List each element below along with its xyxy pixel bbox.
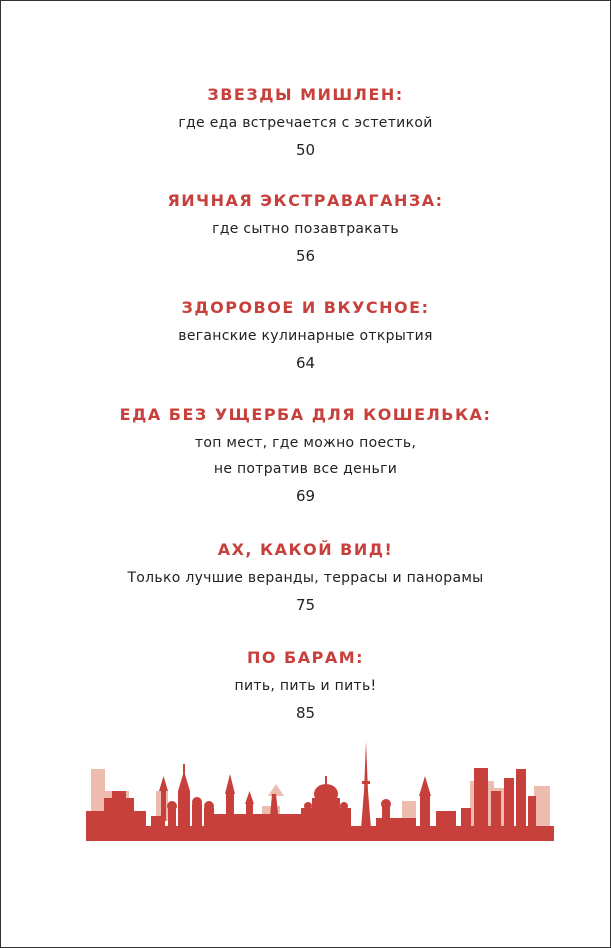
toc-heading: ПО БАРАМ:	[246, 648, 365, 667]
toc-page-number: 64	[295, 354, 316, 372]
toc-subtitle: где еда встречается с эстетикой	[178, 115, 433, 131]
toc-entry-eggs[interactable]	[1, 191, 610, 266]
toc-subtitle: пить, пить и пить!	[234, 678, 377, 694]
toc-subtitle: топ мест, где можно поесть,	[194, 435, 417, 451]
toc-page-number: 75	[295, 596, 316, 614]
toc-entry-views[interactable]	[1, 540, 610, 615]
moscow-skyline-icon	[86, 736, 554, 841]
toc-heading: ЗВЕЗДЫ МИШЛЕН:	[207, 85, 404, 104]
toc-entry-budget[interactable]	[1, 405, 610, 506]
toc-entry-bars[interactable]	[1, 648, 610, 723]
toc-heading: ЗДОРОВОЕ И ВКУСНОЕ:	[181, 298, 430, 317]
toc-page-number: 85	[295, 704, 316, 722]
toc-subtitle-line2: не потратив все деньги	[213, 461, 398, 477]
toc-entry-michelin[interactable]	[1, 85, 610, 160]
toc-heading: ЯИЧНАЯ ЭКСТРАВАГАНЗА:	[167, 191, 444, 210]
toc-subtitle: Только лучшие веранды, террасы и панорамы	[127, 570, 484, 586]
toc-subtitle: где сытно позавтракать	[212, 221, 399, 237]
toc-heading: АХ, КАКОЙ ВИД!	[217, 540, 394, 559]
toc-page-number: 69	[295, 487, 316, 505]
toc-subtitle: веганские кулинарные открытия	[178, 328, 433, 344]
toc-heading: ЕДА БЕЗ УЩЕРБА ДЛЯ КОШЕЛЬКА:	[119, 405, 492, 424]
toc-entry-healthy[interactable]	[1, 298, 610, 373]
toc-page-number: 56	[295, 247, 316, 265]
toc-page-number: 50	[295, 141, 316, 159]
